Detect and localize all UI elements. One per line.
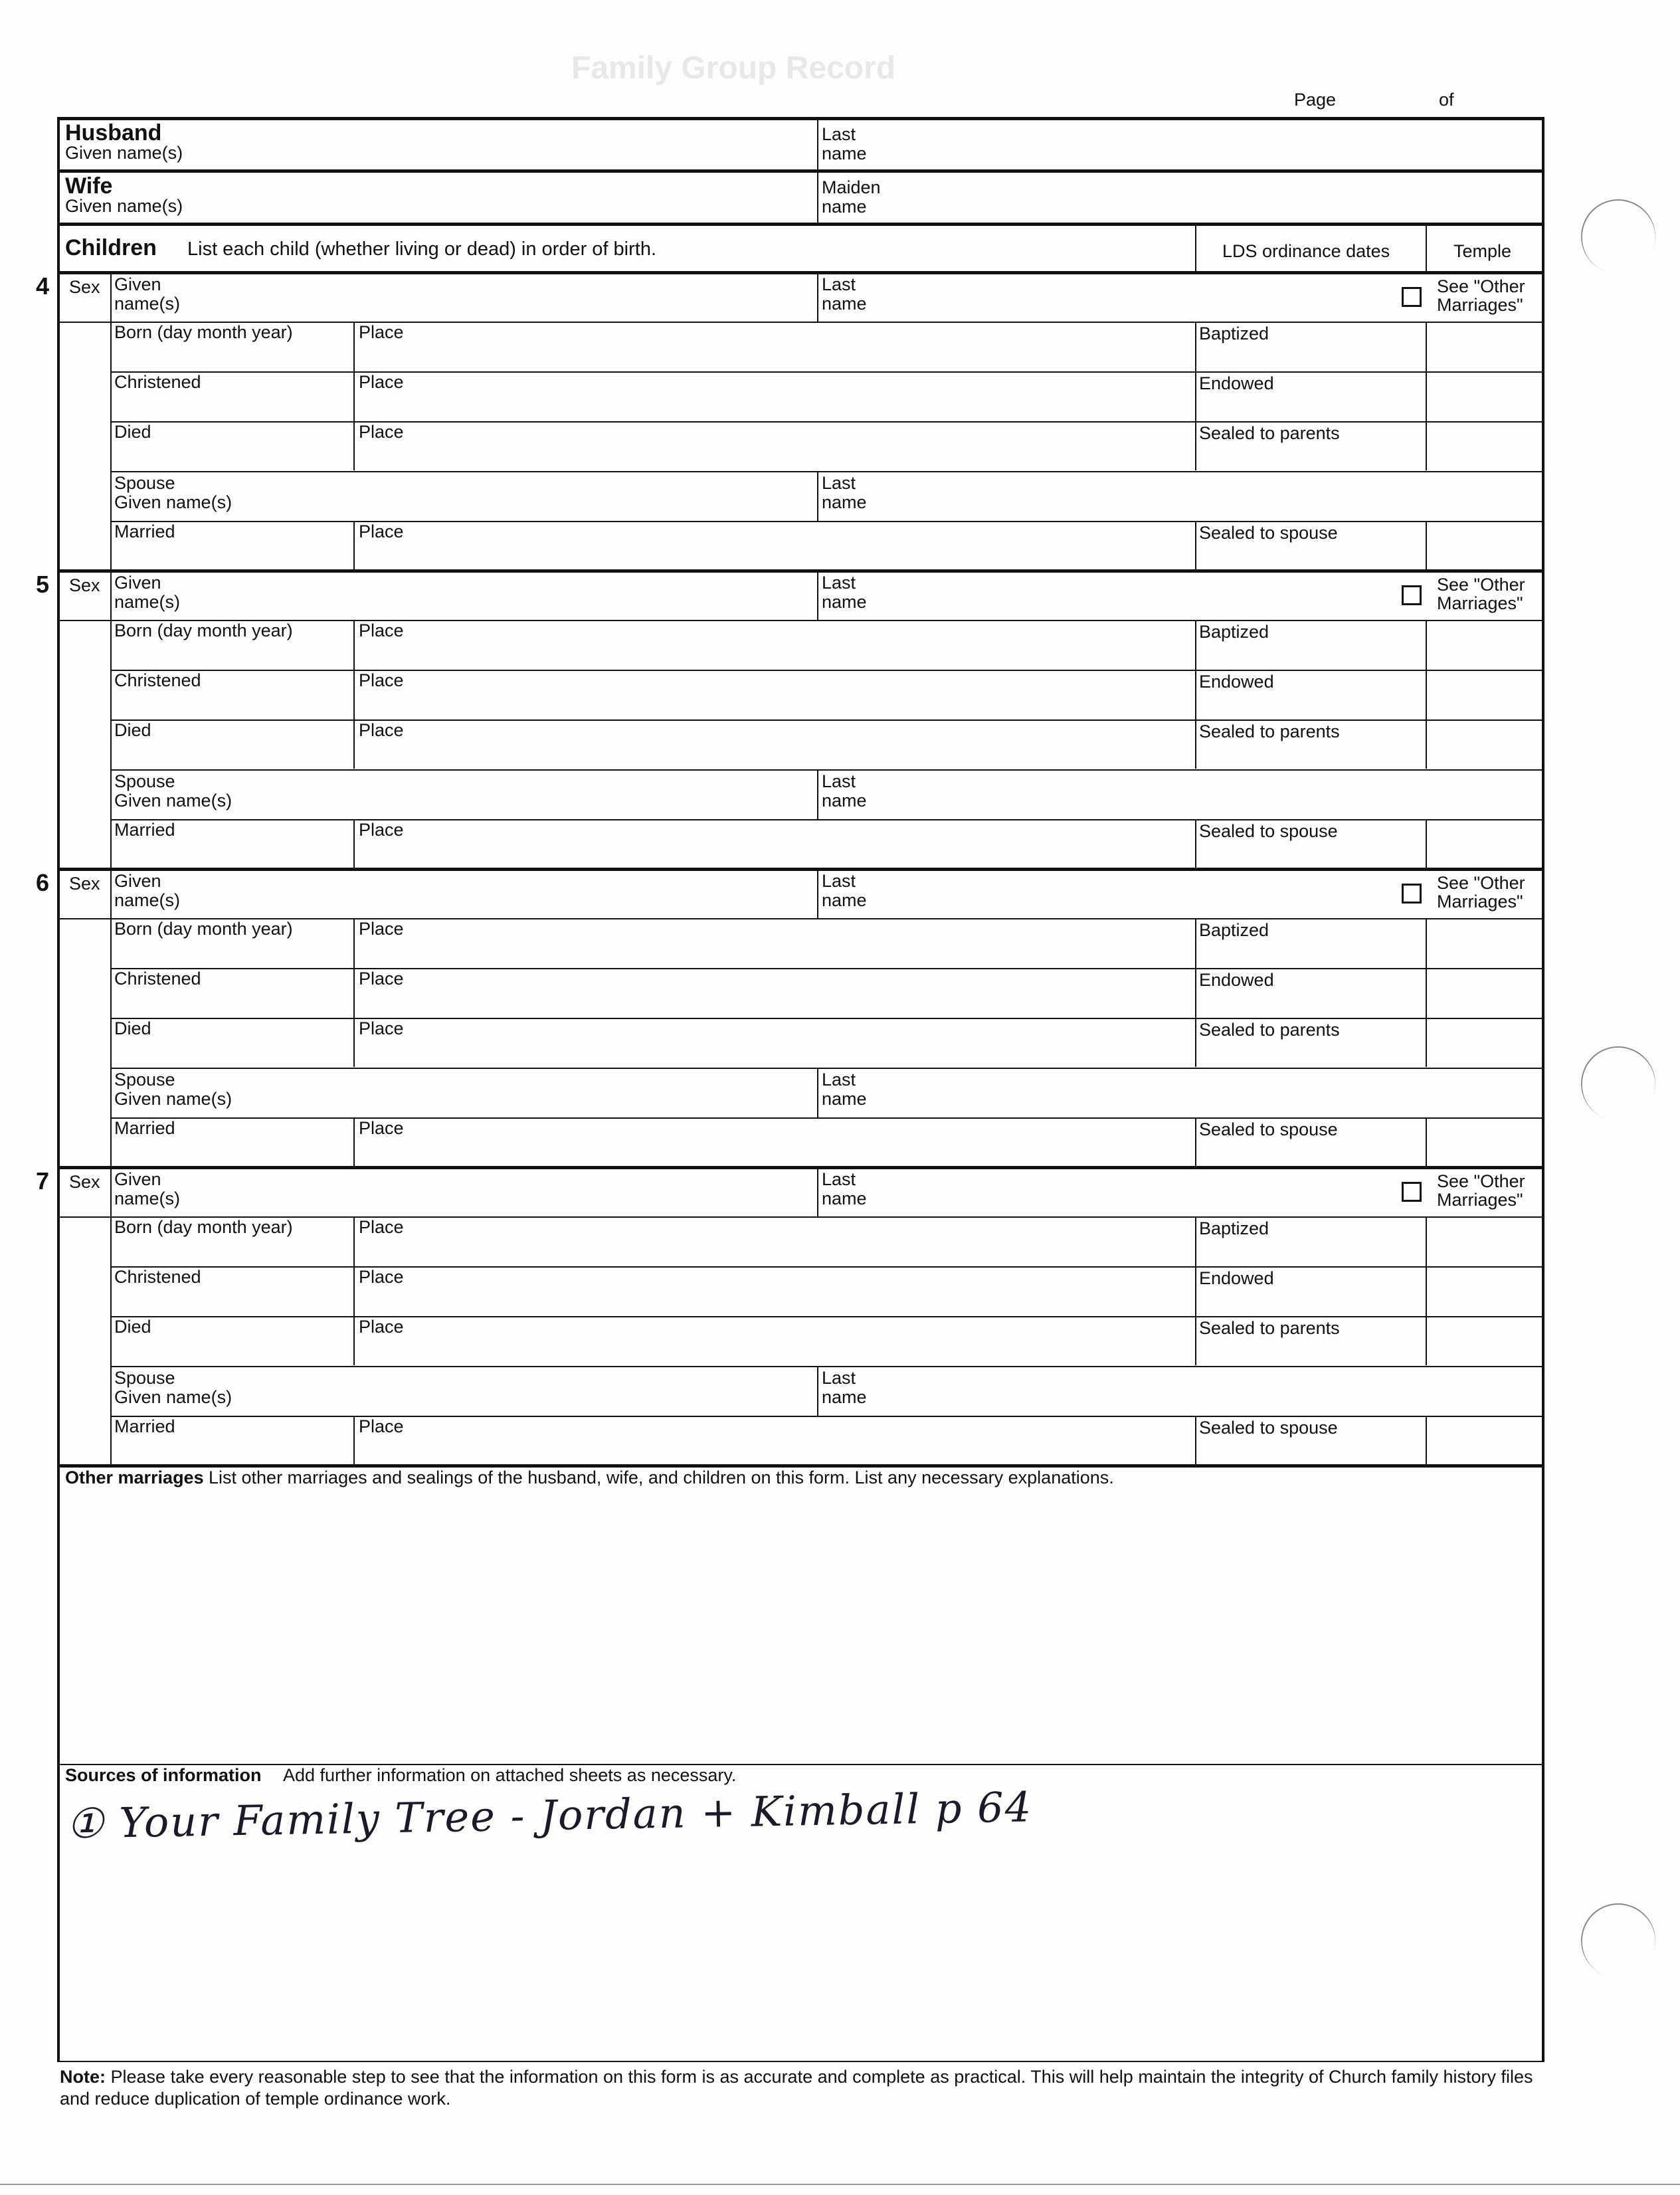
sources-instruction: Add further information on attached sheets as necessary.	[283, 1765, 737, 1785]
christened-place-field[interactable]	[355, 671, 1194, 719]
place-label: Place	[359, 372, 404, 392]
divider	[1195, 1218, 1196, 1365]
endowed-temple-field[interactable]	[1427, 969, 1541, 1017]
ghost-title: Family Group Record	[571, 50, 896, 86]
divider	[1426, 225, 1427, 272]
place-label: Place	[359, 969, 404, 989]
see-other-marriages-label: See "Other Marriages"	[1437, 575, 1525, 613]
place-label: Place	[359, 1267, 404, 1287]
child-number: 7	[36, 1167, 50, 1194]
endowed-field[interactable]	[1196, 671, 1425, 719]
child-given-field[interactable]	[112, 1170, 817, 1215]
baptized-field[interactable]	[1196, 1218, 1425, 1266]
rule	[57, 1764, 1544, 1765]
sex-label: Sex	[69, 1172, 100, 1192]
divider	[353, 621, 355, 769]
last-label: Last name	[822, 1368, 867, 1407]
divider	[353, 323, 355, 470]
sealed-to-parents-field[interactable]	[1196, 721, 1425, 769]
sealed-to-spouse-label: Sealed to spouse	[1199, 523, 1338, 543]
rule	[57, 223, 1544, 226]
born-date-field[interactable]	[112, 323, 353, 371]
child-given-field[interactable]	[112, 275, 817, 320]
spouse-given-field[interactable]	[112, 1069, 817, 1117]
endowed-label: Endowed	[1199, 373, 1274, 393]
spouse-label: Spouse Given name(s)	[114, 1368, 233, 1407]
child-block	[0, 572, 1680, 871]
place-label: Place	[359, 1018, 404, 1038]
wife-title: Wife	[65, 173, 113, 199]
baptized-label: Baptized	[1199, 1218, 1269, 1238]
other-marriages-instruction: List other marriages and sealings of the husband, wife, and children on this form. List any necessary explanations.	[209, 1468, 1114, 1487]
sealed-to-parents-label: Sealed to parents	[1199, 1020, 1340, 1040]
child-last-field[interactable]	[818, 275, 1383, 320]
married-date-field[interactable]	[112, 1417, 353, 1464]
other-marriages-field[interactable]	[60, 1468, 1541, 1763]
christened-place-field[interactable]	[355, 969, 1194, 1017]
sealed-to-spouse-label: Sealed to spouse	[1199, 1119, 1338, 1139]
children-title: Children	[65, 235, 157, 260]
divider	[353, 1417, 355, 1465]
born-place-field[interactable]	[355, 323, 1194, 371]
sealed-spouse-temple-field[interactable]	[1427, 1119, 1541, 1165]
of-label: of	[1439, 90, 1454, 110]
died-label: Died	[114, 720, 151, 740]
child-given-field[interactable]	[112, 573, 817, 619]
born-date-field[interactable]	[112, 621, 353, 669]
baptized-temple-field[interactable]	[1427, 919, 1541, 967]
sealed-to-parents-label: Sealed to parents	[1199, 1318, 1340, 1338]
divider	[1426, 1119, 1427, 1167]
baptized-field[interactable]	[1196, 919, 1425, 967]
husband-given-field[interactable]	[60, 120, 817, 169]
place-label: Place	[359, 1217, 404, 1237]
married-label: Married	[114, 1118, 175, 1138]
married-place-field[interactable]	[355, 1119, 1194, 1165]
sealed-spouse-temple-field[interactable]	[1427, 820, 1541, 867]
sources-field[interactable]	[60, 1766, 1541, 2058]
divider	[1426, 522, 1427, 570]
last-label: Last name	[822, 1169, 867, 1208]
spouse-last-field[interactable]	[818, 1367, 1541, 1415]
sex-field[interactable]	[60, 575, 109, 619]
divider	[1426, 820, 1427, 868]
place-label: Place	[359, 422, 404, 442]
christened-date-field[interactable]	[112, 671, 353, 719]
see-other-marriages-label: See "Other Marriages"	[1437, 276, 1525, 315]
spouse-last-field[interactable]	[818, 1069, 1541, 1117]
divider	[1195, 919, 1196, 1067]
place-label: Place	[359, 1416, 404, 1436]
married-label: Married	[114, 1416, 175, 1436]
died-place-field[interactable]	[355, 1019, 1194, 1067]
husband-title: Husband	[65, 120, 162, 145]
sealed-spouse-temple-field[interactable]	[1427, 1417, 1541, 1464]
died-date-field[interactable]	[112, 1317, 353, 1365]
sealed-to-parents-field[interactable]	[1196, 1019, 1425, 1067]
divider	[1426, 919, 1427, 1067]
last-label: Last name	[822, 473, 867, 512]
died-label: Died	[114, 422, 151, 442]
husband-last-field[interactable]	[818, 120, 1541, 169]
sex-label: Sex	[69, 575, 100, 595]
sex-field[interactable]	[60, 873, 109, 917]
died-date-field[interactable]	[112, 721, 353, 769]
last-label: Last name	[822, 573, 867, 612]
sealed-to-spouse-label: Sealed to spouse	[1199, 821, 1338, 841]
place-label: Place	[359, 620, 404, 640]
place-label: Place	[359, 919, 404, 939]
binder-hole-bottom	[1570, 1893, 1666, 1988]
divider	[353, 1218, 355, 1365]
married-date-field[interactable]	[112, 522, 353, 569]
child-number: 6	[36, 869, 50, 896]
see-other-marriages-label: See "Other Marriages"	[1437, 873, 1525, 911]
given-label: Given name(s)	[114, 274, 181, 314]
child-block	[0, 274, 1680, 573]
child-number: 5	[36, 571, 50, 598]
born-label: Born (day month year)	[114, 919, 293, 939]
died-place-field[interactable]	[355, 721, 1194, 769]
divider	[1195, 1119, 1196, 1167]
divider	[1195, 1417, 1196, 1465]
sealed-to-spouse-field[interactable]	[1196, 1119, 1425, 1165]
endowed-field[interactable]	[1196, 969, 1425, 1017]
married-date-field[interactable]	[112, 1119, 353, 1165]
baptized-label: Baptized	[1199, 324, 1269, 343]
born-date-field[interactable]	[112, 919, 353, 967]
wife-maiden-field[interactable]	[818, 173, 1541, 222]
divider	[1426, 323, 1427, 470]
frame-bottom	[57, 2061, 1544, 2062]
christened-place-field[interactable]	[355, 373, 1194, 421]
lds-ordinance-header: LDS ordinance dates	[1222, 241, 1390, 261]
endowed-label: Endowed	[1199, 1268, 1274, 1288]
sealed-parents-temple-field[interactable]	[1427, 423, 1541, 470]
sealed-to-spouse-field[interactable]	[1196, 820, 1425, 867]
spouse-last-field[interactable]	[818, 771, 1541, 818]
baptized-temple-field[interactable]	[1427, 621, 1541, 669]
other-marriages-title: Other marriages	[65, 1468, 204, 1487]
sealed-to-parents-field[interactable]	[1196, 1317, 1425, 1365]
born-date-field[interactable]	[112, 1218, 353, 1266]
child-last-field[interactable]	[818, 573, 1383, 619]
spouse-label: Spouse Given name(s)	[114, 473, 233, 512]
baptized-label: Baptized	[1199, 920, 1269, 940]
note-text: Please take every reasonable step to see that the information on this form is as accurate and complete as practical. This will help maintain the integrity of Church family history files and reduce duplication of temple ordinance work.	[60, 2067, 1533, 2109]
married-place-field[interactable]	[355, 1417, 1194, 1464]
sex-field[interactable]	[60, 276, 109, 320]
given-label: Given name(s)	[114, 871, 181, 910]
sex-label: Sex	[69, 277, 100, 297]
died-label: Died	[114, 1018, 151, 1038]
see-other-marriages-label: See "Other Marriages"	[1437, 1171, 1525, 1210]
baptized-temple-field[interactable]	[1427, 323, 1541, 371]
sources-title: Sources of information	[65, 1765, 262, 1785]
place-label: Place	[359, 1317, 404, 1337]
wife-maiden-label: Maiden name	[822, 177, 881, 217]
binder-hole-top	[1570, 189, 1666, 284]
divider	[1195, 225, 1196, 272]
sealed-parents-temple-field[interactable]	[1427, 1019, 1541, 1067]
divider	[353, 919, 355, 1067]
other-marriages-checkbox[interactable]	[1402, 1182, 1422, 1202]
children-instruction: List each child (whether living or dead) in order of birth.	[187, 239, 657, 260]
died-place-field[interactable]	[355, 423, 1194, 470]
spouse-given-field[interactable]	[112, 1367, 817, 1415]
born-place-field[interactable]	[355, 919, 1194, 967]
spouse-label: Spouse Given name(s)	[114, 1070, 233, 1109]
died-label: Died	[114, 1317, 151, 1337]
married-place-field[interactable]	[355, 820, 1194, 867]
spouse-label: Spouse Given name(s)	[114, 771, 233, 811]
divider	[1426, 1417, 1427, 1465]
christened-date-field[interactable]	[112, 1268, 353, 1315]
other-marriages-checkbox[interactable]	[1402, 585, 1422, 605]
divider	[353, 820, 355, 868]
sex-label: Sex	[69, 874, 100, 894]
child-block	[0, 1169, 1680, 1468]
married-label: Married	[114, 820, 175, 840]
married-date-field[interactable]	[112, 820, 353, 867]
child-block	[0, 870, 1680, 1169]
sealed-to-parents-label: Sealed to parents	[1199, 721, 1340, 741]
page-label: Page	[1294, 90, 1337, 110]
baptized-field[interactable]	[1196, 323, 1425, 371]
christened-place-field[interactable]	[355, 1268, 1194, 1315]
note-title: Note:	[60, 2067, 106, 2087]
endowed-label: Endowed	[1199, 970, 1274, 990]
footer-note	[60, 2066, 1548, 2110]
christened-label: Christened	[114, 372, 201, 392]
last-label: Last name	[822, 771, 867, 811]
divider	[1195, 522, 1196, 570]
last-label: Last name	[822, 1070, 867, 1109]
place-label: Place	[359, 820, 404, 840]
born-label: Born (day month year)	[114, 322, 293, 342]
born-place-field[interactable]	[355, 621, 1194, 669]
died-date-field[interactable]	[112, 423, 353, 470]
place-label: Place	[359, 1118, 404, 1138]
place-label: Place	[359, 670, 404, 690]
husband-given-label: Given name(s)	[65, 143, 183, 163]
child-given-field[interactable]	[112, 872, 817, 917]
sealed-spouse-temple-field[interactable]	[1427, 522, 1541, 569]
died-date-field[interactable]	[112, 1019, 353, 1067]
baptized-label: Baptized	[1199, 622, 1269, 642]
other-marriages-checkbox[interactable]	[1402, 884, 1422, 904]
married-place-field[interactable]	[355, 522, 1194, 569]
divider	[353, 522, 355, 570]
divider	[353, 1119, 355, 1167]
sex-field[interactable]	[60, 1171, 109, 1215]
divider	[1195, 621, 1196, 769]
christened-label: Christened	[114, 1267, 201, 1287]
divider	[1195, 323, 1196, 470]
place-label: Place	[359, 720, 404, 740]
endowed-temple-field[interactable]	[1427, 671, 1541, 719]
sealed-to-spouse-field[interactable]	[1196, 522, 1425, 569]
other-marriages-checkbox[interactable]	[1402, 287, 1422, 307]
sealed-parents-temple-field[interactable]	[1427, 721, 1541, 769]
child-number: 4	[36, 272, 50, 300]
temple-header: Temple	[1453, 241, 1512, 261]
wife-given-field[interactable]	[60, 173, 817, 222]
sealed-to-parents-label: Sealed to parents	[1199, 423, 1340, 443]
last-label: Last name	[822, 871, 867, 910]
married-label: Married	[114, 522, 175, 541]
sealed-to-spouse-field[interactable]	[1196, 1417, 1425, 1464]
spouse-given-field[interactable]	[112, 472, 817, 520]
baptized-field[interactable]	[1196, 621, 1425, 669]
christened-date-field[interactable]	[112, 373, 353, 421]
sealed-to-parents-field[interactable]	[1196, 423, 1425, 470]
last-label: Last name	[822, 274, 867, 314]
born-label: Born (day month year)	[114, 1217, 293, 1237]
christened-label: Christened	[114, 969, 201, 989]
divider	[1426, 1218, 1427, 1365]
endowed-temple-field[interactable]	[1427, 1268, 1541, 1315]
given-label: Given name(s)	[114, 1169, 181, 1208]
spouse-given-field[interactable]	[112, 771, 817, 818]
endowed-field[interactable]	[1196, 1268, 1425, 1315]
sources-handwritten-entry: ① Your Family Tree - Jordan + Kimball p 64	[66, 1782, 1033, 1848]
wife-given-label: Given name(s)	[65, 196, 183, 216]
child-last-field[interactable]	[818, 1170, 1383, 1215]
child-last-field[interactable]	[818, 872, 1383, 917]
born-place-field[interactable]	[355, 1218, 1194, 1266]
sealed-to-spouse-label: Sealed to spouse	[1199, 1418, 1338, 1438]
given-label: Given name(s)	[114, 573, 181, 612]
page-edge	[0, 2184, 1680, 2185]
endowed-field[interactable]	[1196, 373, 1425, 421]
place-label: Place	[359, 522, 404, 541]
christened-label: Christened	[114, 670, 201, 690]
christened-date-field[interactable]	[112, 969, 353, 1017]
divider	[1195, 820, 1196, 868]
place-label: Place	[359, 322, 404, 342]
born-label: Born (day month year)	[114, 620, 293, 640]
endowed-label: Endowed	[1199, 672, 1274, 692]
baptized-temple-field[interactable]	[1427, 1218, 1541, 1266]
divider	[1426, 621, 1427, 769]
endowed-temple-field[interactable]	[1427, 373, 1541, 421]
spouse-last-field[interactable]	[818, 472, 1541, 520]
died-place-field[interactable]	[355, 1317, 1194, 1365]
husband-last-label: Last name	[822, 124, 867, 163]
sealed-parents-temple-field[interactable]	[1427, 1317, 1541, 1365]
